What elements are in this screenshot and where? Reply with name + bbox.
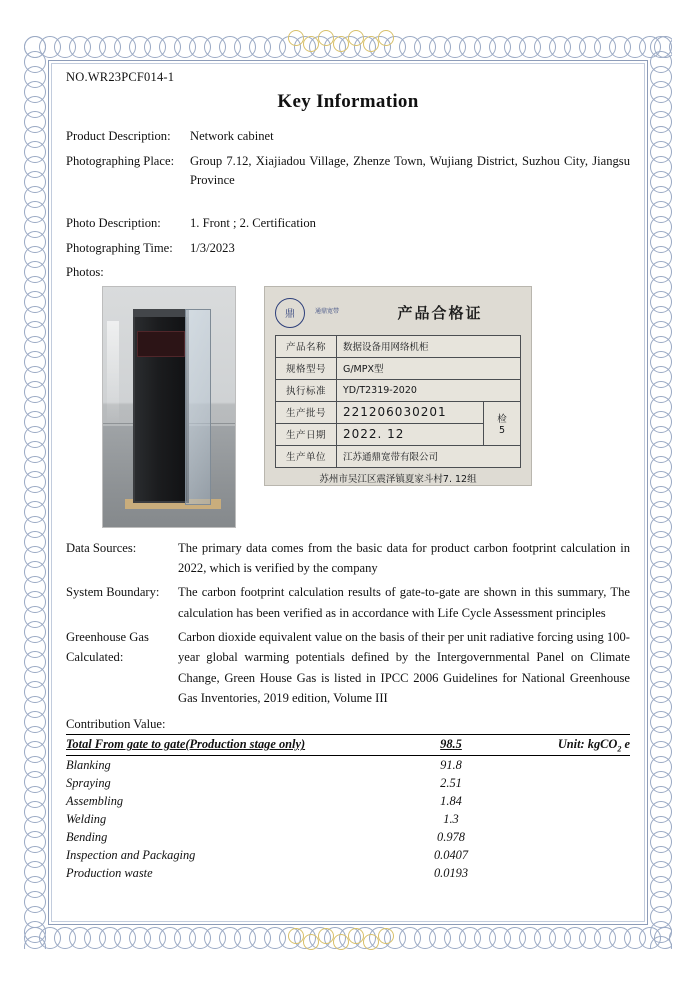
block-data-sources <box>66 538 630 579</box>
total-value: 98.5 <box>396 734 506 755</box>
block-label: Data Sources: <box>66 540 137 555</box>
brand-logo-icon: 鼎 <box>275 298 305 328</box>
table-row <box>66 792 630 810</box>
table-row <box>66 846 630 864</box>
stage-value: 1.84 <box>440 793 462 808</box>
block-value: The carbon footprint calculation results of gate-to-gate are shown in this summary, The calculation has been verified as in accordance with Life Cycle Assessment principles <box>178 585 630 620</box>
field-photographing-time <box>66 239 630 257</box>
cert-inspector-key: 检 <box>497 413 507 425</box>
ornament-unit-icon <box>348 30 364 46</box>
ornament-unit-icon <box>363 934 379 950</box>
ornament-unit-icon <box>348 928 364 944</box>
document-number: NO.WR23PCF014-1 <box>66 70 175 84</box>
certificate-table <box>275 335 521 468</box>
unit-text: Unit: kgCO <box>557 736 618 751</box>
ornament-unit-icon <box>303 934 319 950</box>
field-value: 1. Front ; 2. Certification <box>190 216 316 230</box>
block-greenhouse-gas-calculated <box>66 627 630 709</box>
ornament-unit-icon <box>333 36 349 52</box>
field-value: Group 7.12, Xiajiadou Village, Zhenze Town, Wujiang District, Suzhou City, Jiangsu Province <box>190 154 630 187</box>
cert-value: 数据设备用网络机柜 <box>337 335 521 357</box>
photo-network-cabinet <box>102 286 236 528</box>
ornament-unit-icon <box>318 928 334 944</box>
contribution-table <box>66 734 630 882</box>
field-photo-description <box>66 214 630 232</box>
field-label: Photo Description: <box>66 216 161 230</box>
block-value: The primary data comes from the basic data for product carbon footprint calculation in 2022, which is verified by the company <box>178 540 630 575</box>
photo-cabinet-top <box>133 309 189 317</box>
table-row <box>66 756 630 775</box>
stage-value: 0.0193 <box>433 865 469 880</box>
block-label: System Boundary: <box>66 585 160 600</box>
stage-name: Spraying <box>66 775 111 790</box>
cert-key: 规格型号 <box>276 357 337 379</box>
stage-name: Assembling <box>66 793 124 808</box>
block-value: Carbon dioxide equivalent value on the basis of their per unit radiative forcing using 100-year global warming potentials defined by the Intergovernmental Panel on Climate Change, Green House Gas is listed in IPCC 2006 Guidelines for National Greenhouse Gas Inventories, 2019 edition, Volume III <box>178 630 630 706</box>
total-label: Total From gate to gate(Production stage only) <box>66 734 396 755</box>
table-row <box>66 828 630 846</box>
stage-name: Welding <box>66 811 107 826</box>
table-row <box>276 379 521 401</box>
cert-inspector-value: 5 <box>498 424 506 436</box>
document-content <box>66 70 630 882</box>
stage-name: Blanking <box>66 757 111 772</box>
table-row <box>66 774 630 792</box>
brand-logo-text: 通鼎宽带 <box>315 308 340 316</box>
field-label: Photographing Place: <box>66 154 175 169</box>
cert-key: 生产日期 <box>276 423 337 445</box>
stage-value: 91.8 <box>440 757 462 772</box>
ornament-unit-icon <box>363 36 379 52</box>
ornament-top-icon <box>288 28 408 56</box>
table-row-total <box>66 734 630 755</box>
certificate-header <box>275 295 521 331</box>
ornament-unit-icon <box>378 30 394 46</box>
ornament-unit-icon <box>288 30 304 46</box>
ornament-unit-icon <box>318 30 334 46</box>
table-row <box>276 357 521 379</box>
stage-value: 1.3 <box>443 811 459 826</box>
stage-value: 0.0407 <box>433 847 469 862</box>
field-label: Photographing Time: <box>66 241 173 256</box>
photo-cabinet-glass-door <box>185 309 211 505</box>
border-scallop-right <box>650 36 672 949</box>
unit-subscript: 2 <box>617 744 622 754</box>
cert-value: 江苏通鼎宽带有限公司 <box>337 445 521 467</box>
cert-value: 221206030201 <box>337 401 484 423</box>
photos-label: Photos: <box>66 264 104 279</box>
stage-name: Production waste <box>66 865 153 880</box>
field-value: Network cabinet <box>190 129 274 143</box>
cert-value: 2022. 12 <box>337 423 484 445</box>
stage-name: Inspection and Packaging <box>66 847 196 862</box>
table-row <box>276 445 521 467</box>
unit-label <box>506 734 630 755</box>
page-title: Key Information <box>277 91 419 112</box>
field-photographing-place <box>66 152 630 207</box>
cert-key: 执行标准 <box>276 379 337 401</box>
stage-value: 0.978 <box>437 829 465 844</box>
ornament-bottom-icon <box>288 926 408 954</box>
photo-cabinet-panel <box>137 331 185 357</box>
field-label: Product Description: <box>66 129 171 143</box>
contribution-heading: Contribution Value: <box>66 716 166 731</box>
block-label: Greenhouse Gas Calculated: <box>66 630 149 665</box>
cert-key: 生产单位 <box>276 445 337 467</box>
cert-inspector <box>484 401 521 445</box>
photo-row <box>102 286 630 528</box>
ornament-unit-icon <box>303 36 319 52</box>
ornament-unit-icon <box>378 928 394 944</box>
table-row <box>276 335 521 357</box>
field-product-description <box>66 127 630 145</box>
photo-light-reflection <box>107 321 119 425</box>
table-row <box>66 810 630 828</box>
cert-key: 产品名称 <box>276 335 337 357</box>
border-scallop-left <box>24 36 46 949</box>
unit-suffix: e <box>621 736 630 751</box>
table-row <box>276 401 521 423</box>
certificate-address: 苏州市吴江区震泽镇夏家斗村7. 12组 <box>319 473 477 485</box>
certificate-title: 产品合格证 <box>397 304 483 322</box>
field-value: 1/3/2023 <box>190 241 235 256</box>
stage-value: 2.51 <box>440 775 462 790</box>
stage-name: Bending <box>66 829 108 844</box>
block-system-boundary <box>66 582 630 623</box>
cert-value: YD/T2319-2020 <box>337 379 521 401</box>
ornament-unit-icon <box>288 928 304 944</box>
table-row <box>66 864 630 882</box>
cert-key: 生产批号 <box>276 401 337 423</box>
cert-value: G/MPX型 <box>337 357 521 379</box>
photo-certification-label <box>264 286 532 486</box>
ornament-unit-icon <box>333 934 349 950</box>
